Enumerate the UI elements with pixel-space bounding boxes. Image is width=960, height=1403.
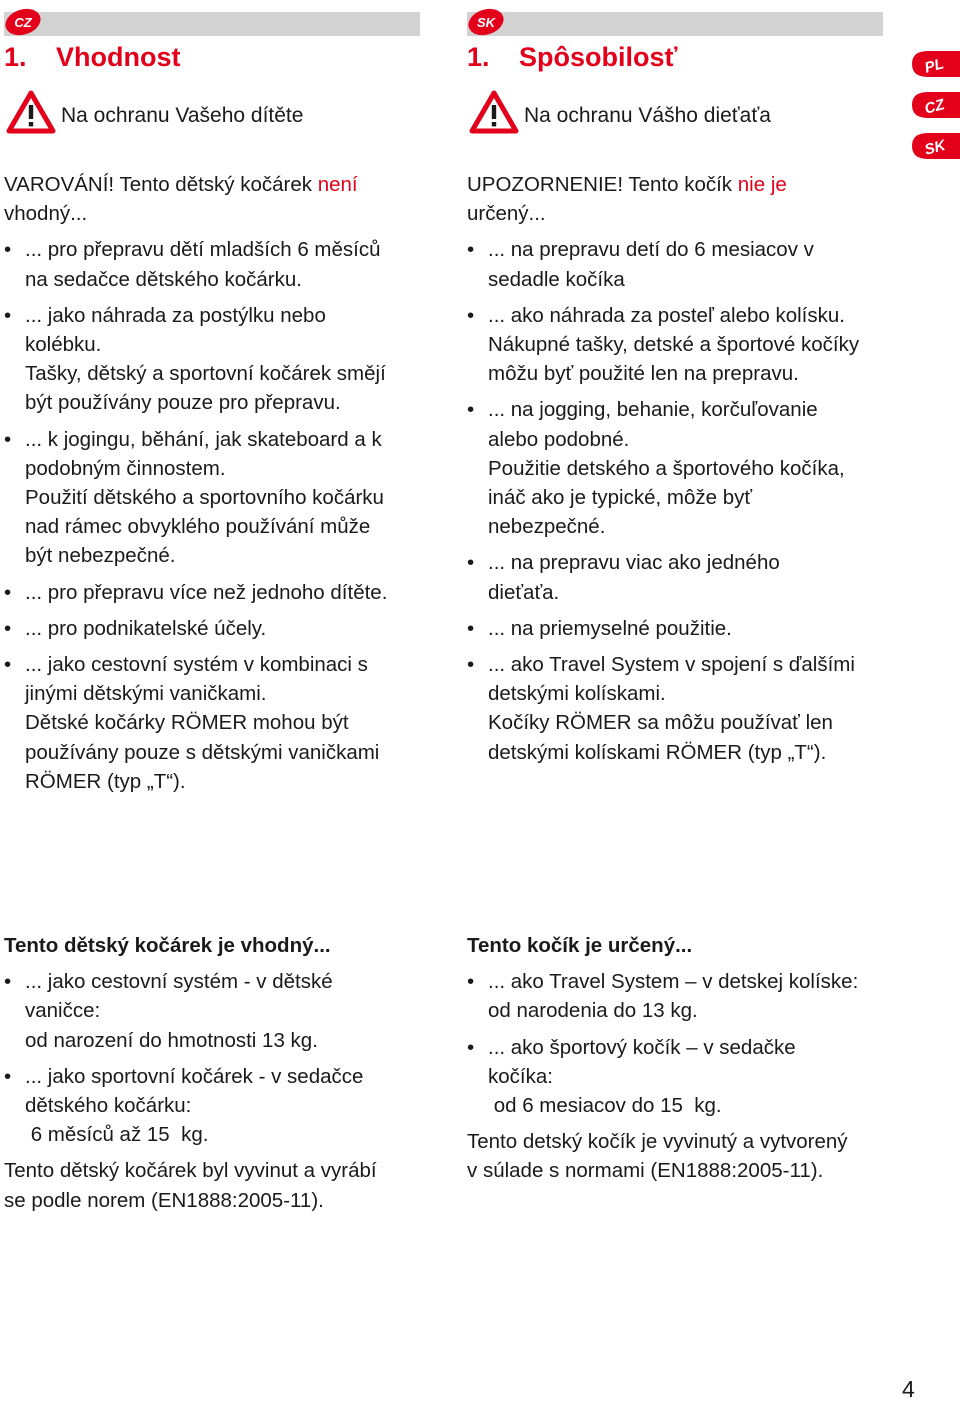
list-item: • ... na prepravu viac ako jedného dieťaťa.: [467, 548, 883, 606]
list-item-line: RÖMER (typ „T“).: [25, 769, 186, 793]
page-number: 4: [902, 1376, 915, 1402]
list-item: • ... pro podnikatelské účely.: [4, 614, 420, 643]
list-item: • ... ako Travel System v spojení s ďalšími detskými kolískami. Kočíky RÖMER sa môžu používať len detskými kolískami RÖMER (typ „T“).: [467, 650, 883, 767]
list-item-line: používány pouze s dětskými vaničkami: [25, 740, 380, 764]
tab-pl[interactable]: [902, 48, 960, 80]
sk-lead-text: UPOZORNENIE! Tento kočík: [467, 173, 738, 196]
list-item-line: Dětské kočárky RÖMER mohou být: [25, 711, 349, 735]
list-item-line: ... jako cestovní systém v kombinaci s: [25, 653, 368, 677]
list-item: • ... pro přepravu dětí mladších 6 měsíců na sedačce dětského kočárku.: [4, 235, 420, 293]
tab-cz-label: CZ: [922, 96, 947, 118]
list-item: • ... pro přepravu více než jednoho dítěte.: [4, 578, 420, 607]
list-item: • ... k jogingu, běhání, jak skateboard a k podobným činnostem. Použití dětského a sportovního kočárku nad rámec obvyklého používání může být nebezpečné.: [4, 425, 420, 571]
sk-warning-row: [467, 90, 883, 140]
list-item-line: alebo podobné.: [488, 427, 630, 451]
cz-section-title: [4, 42, 180, 73]
list-item-line: kočíka:: [488, 1064, 553, 1088]
sk-warning-list: [467, 235, 883, 766]
cz-badge-label: CZ: [14, 15, 32, 30]
list-item-line: jinými dětskými vaničkami.: [25, 682, 267, 706]
list-item-line: nad rámec obvyklého používání může: [25, 515, 371, 539]
list-item-line: ... na prepravu detí do 6 mesiacov v: [488, 238, 814, 262]
list-item-line: detskými kolískami RÖMER (typ „T“).: [488, 740, 827, 764]
cz-suitable-block: [4, 931, 420, 1215]
list-item-line: 6 měsíců až 15 kg.: [25, 1123, 209, 1147]
warning-triangle-icon: [469, 90, 519, 134]
list-item: • ... ako športový kočík – v sedačke kočíka: od 6 mesiacov do 15 kg.: [467, 1033, 883, 1121]
list-item-line: ... na prepravu viac ako jedného: [488, 551, 780, 575]
cz-section-number: 1.: [4, 42, 27, 72]
list-item-line: ... na priemyselné použitie.: [488, 616, 732, 640]
list-item-line: detskými kolískami.: [488, 682, 666, 706]
sk-section-title-text: Spôsobilosť: [519, 42, 678, 72]
list-item-line: být nebezpečné.: [25, 544, 176, 568]
list-item-line: môžu byť použité len na prepravu.: [488, 362, 799, 386]
list-item-line: Nákupné tašky, detské a športové kočíky: [488, 333, 860, 357]
cz-warning-row: [4, 90, 420, 140]
list-item-line: ... na jogging, behanie, korčuľovanie: [488, 398, 818, 422]
sk-suitable-block: [467, 931, 883, 1186]
note-line: se podle norem (EN1888:2005-11).: [4, 1188, 324, 1212]
list-item-line: ... ako športový kočík – v sedačke: [488, 1035, 796, 1059]
tab-cz[interactable]: [902, 89, 960, 121]
sk-suitable-heading: Tento kočík je určený...: [467, 934, 693, 957]
list-item-line: ... k jogingu, běhání, jak skateboard a k: [25, 427, 382, 451]
sk-lead-emphasis: nie je: [737, 173, 787, 196]
sk-section-number: 1.: [467, 42, 490, 72]
list-item-line: od narození do hmotnosti 13 kg.: [25, 1028, 318, 1052]
cz-suitable-heading: Tento dětský kočárek je vhodný...: [4, 934, 331, 957]
cz-language-badge: [4, 7, 44, 37]
list-item-line: ... jako cestovní systém - v dětské: [25, 970, 333, 994]
list-item-line: vaničce:: [25, 999, 101, 1023]
list-item-line: ... jako náhrada za postýlku nebo: [25, 303, 326, 327]
cz-lead-line2: vhodný...: [4, 202, 88, 226]
cz-lead-text: VAROVÁNÍ! Tento dětský kočárek: [4, 173, 318, 196]
sk-section-title: [467, 42, 677, 73]
list-item: • ... ako Travel System – v detskej kolíske: od narodenia do 13 kg.: [467, 967, 883, 1025]
list-item: • ... jako náhrada za postýlku nebo kolébku. Tašky, dětský a sportovní kočárek smějí být používány pouze pro přepravu.: [4, 301, 420, 418]
list-item-line: ... ako Travel System – v detskej kolíske:: [488, 970, 859, 994]
note-line: Tento detský kočík je vyvinutý a vytvorený: [467, 1130, 848, 1154]
list-item-line: podobným činnostem.: [25, 456, 226, 480]
note-line: v súlade s normami (EN1888:2005-11).: [467, 1159, 824, 1183]
list-item: • ... jako cestovní systém v kombinaci s jinými dětskými vaničkami. Dětské kočárky RÖMER mohou být používány pouze s dětskými vaničkami RÖMER (typ „T“).: [4, 650, 420, 796]
list-item: • ... na jogging, behanie, korčuľovanie alebo podobné. Použitie detského a športového kočíka, ináč ako je typické, môže byť nebezpečné.: [467, 395, 883, 541]
list-item-line: Tašky, dětský a sportovní kočárek smějí: [25, 362, 386, 386]
cz-warning-lead: [4, 170, 420, 228]
list-item-line: ... pro podnikatelské účely.: [25, 616, 267, 640]
list-item-line: Kočíky RÖMER sa môžu používať len: [488, 711, 833, 735]
sk-warning-block: [467, 170, 883, 774]
list-item-line: od 6 mesiacov do 15 kg.: [488, 1094, 722, 1118]
sk-warning-title: Na ochranu Vášho dieťaťa: [524, 104, 771, 127]
list-item-line: od narodenia do 13 kg.: [488, 999, 698, 1023]
list-item: • ... na prepravu detí do 6 mesiacov v sedadle kočíka: [467, 235, 883, 293]
note-line: Tento dětský kočárek byl vyvinut a vyrábí: [4, 1159, 377, 1183]
tab-pl-label: PL: [922, 55, 946, 77]
list-item-line: být používány pouze pro přepravu.: [25, 391, 341, 415]
list-item-line: ... pro přepravu více než jednoho dítěte.: [25, 580, 388, 604]
list-item-line: ... ako náhrada za posteľ alebo kolísku.: [488, 303, 845, 327]
cz-section-title-text: Vhodnost: [56, 42, 181, 72]
cz-norm-note: [4, 1156, 420, 1214]
sk-suitable-list: [467, 967, 883, 1120]
cz-suitable-list: [4, 967, 420, 1149]
list-item: • ... jako sportovní kočárek - v sedačce dětského kočárku: 6 měsíců až 15 kg.: [4, 1062, 420, 1150]
list-item-line: kolébku.: [25, 333, 102, 357]
cz-warning-list: [4, 235, 420, 796]
list-item-line: sedadle kočíka: [488, 267, 625, 291]
list-item-line: na sedačce dětského kočárku.: [25, 267, 302, 291]
sk-language-badge: [467, 7, 507, 37]
cz-lead-emphasis: není: [317, 173, 358, 196]
tab-sk-label: SK: [922, 136, 948, 159]
list-item-line: dieťaťa.: [488, 580, 560, 604]
list-item-line: Použitie detského a športového kočíka,: [488, 456, 845, 480]
list-item: • ... na priemyselné použitie.: [467, 614, 883, 643]
list-item-line: dětského kočárku:: [25, 1094, 192, 1118]
tab-sk[interactable]: [902, 130, 960, 162]
list-item: • ... ako náhrada za posteľ alebo kolísku. Nákupné tašky, detské a športové kočíky môžu byť použité len na prepravu.: [467, 301, 883, 389]
list-item-line: ináč ako je typické, môže byť: [488, 486, 753, 510]
cz-warning-title: Na ochranu Vašeho dítěte: [61, 104, 304, 127]
list-item-line: ... ako Travel System v spojení s ďalšími: [488, 653, 855, 677]
list-item-line: ... jako sportovní kočárek - v sedačce: [25, 1064, 364, 1088]
cz-warning-block: [4, 170, 420, 803]
sk-warning-lead: [467, 170, 883, 228]
cz-header-bar: [4, 12, 420, 36]
sk-badge-label: SK: [476, 15, 496, 30]
warning-triangle-icon: [6, 90, 56, 134]
list-item: • ... jako cestovní systém - v dětské vaničce: od narození do hmotnosti 13 kg.: [4, 967, 420, 1055]
sk-lead-line2: určený...: [467, 202, 546, 226]
list-item-line: ... pro přepravu dětí mladších 6 měsíců: [25, 238, 381, 262]
list-item-line: nebezpečné.: [488, 515, 606, 539]
sk-norm-note: [467, 1127, 883, 1185]
sk-header-bar: [467, 12, 883, 36]
list-item-line: Použití dětského a sportovního kočárku: [25, 486, 384, 510]
